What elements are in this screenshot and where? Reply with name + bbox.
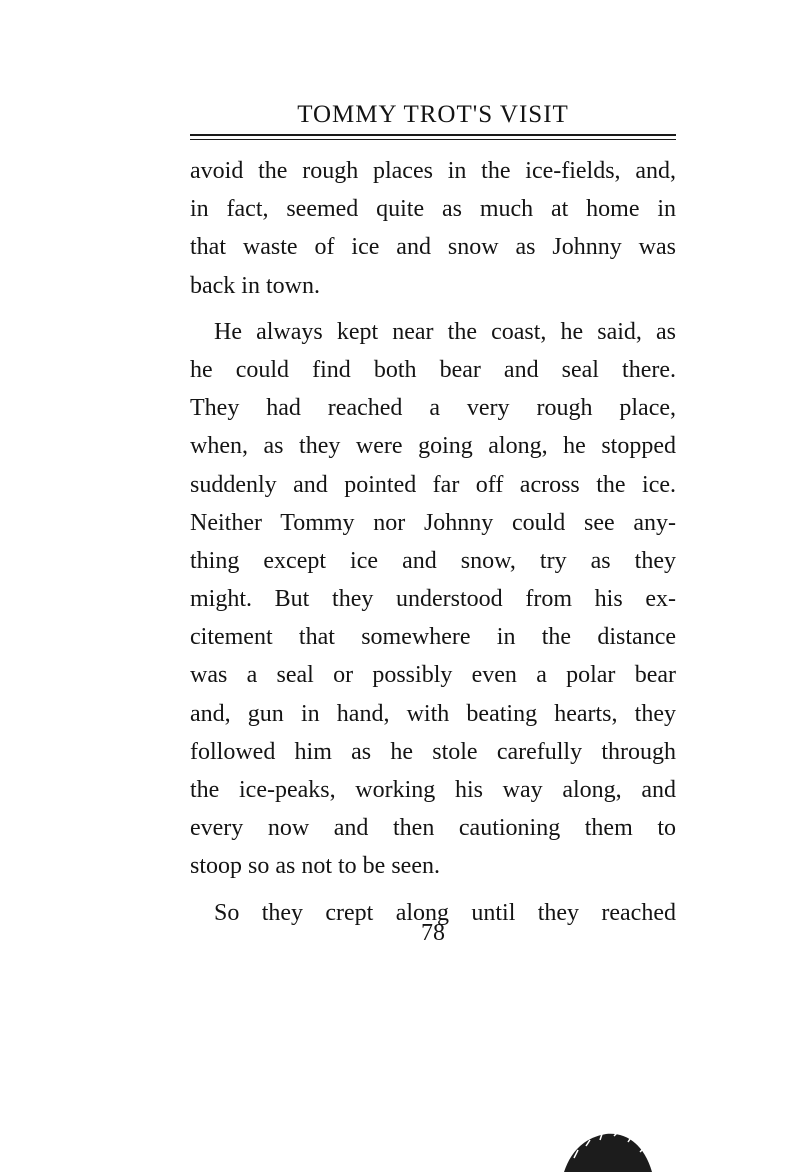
text-line: suddenly and pointed far off across the ice. <box>190 471 676 498</box>
text-line: stoop so as not to be seen. <box>190 853 440 880</box>
text-line: They had reached a very rough place, <box>190 395 676 422</box>
text-line: Neither Tommy nor Johnny could see any- <box>190 509 676 536</box>
scan-smudge-mark <box>560 1128 656 1172</box>
page-number: 78 <box>421 920 445 946</box>
running-head: TOMMY TROT'S VISIT <box>297 101 569 128</box>
text-line: back in town. <box>190 272 320 299</box>
text-line: So they crept along until they reached <box>214 899 676 926</box>
text-line: the ice-peaks, working his way along, and <box>190 777 676 803</box>
text-line: and, gun in hand, with beating hearts, they <box>190 700 676 727</box>
paragraph-gap <box>190 305 676 313</box>
text-line: followed him as he stole carefully through <box>190 738 676 765</box>
body-text <box>190 152 676 932</box>
text-line: was a seal or possibly even a polar bear <box>190 662 676 689</box>
text-line: in fact, seemed quite as much at home in <box>190 196 676 223</box>
paragraph-gap <box>190 886 676 894</box>
text-line: when, as they were going along, he stopped <box>190 433 676 460</box>
text-line: every now and then cautioning them to <box>190 815 676 842</box>
text-line: He always kept near the coast, he said, as <box>214 318 676 345</box>
text-line: that waste of ice and snow as Johnny was <box>190 234 676 261</box>
text-line: citement that somewhere in the distance <box>190 624 676 651</box>
text-line: thing except ice and snow, try as they <box>190 547 676 574</box>
header-rule-thin <box>190 139 676 140</box>
header-rule-thick <box>190 134 676 136</box>
text-line: avoid the rough places in the ice-fields, and, <box>190 158 676 184</box>
text-line: might. But they understood from his ex- <box>190 586 676 613</box>
text-line: he could find both bear and seal there. <box>190 356 676 383</box>
